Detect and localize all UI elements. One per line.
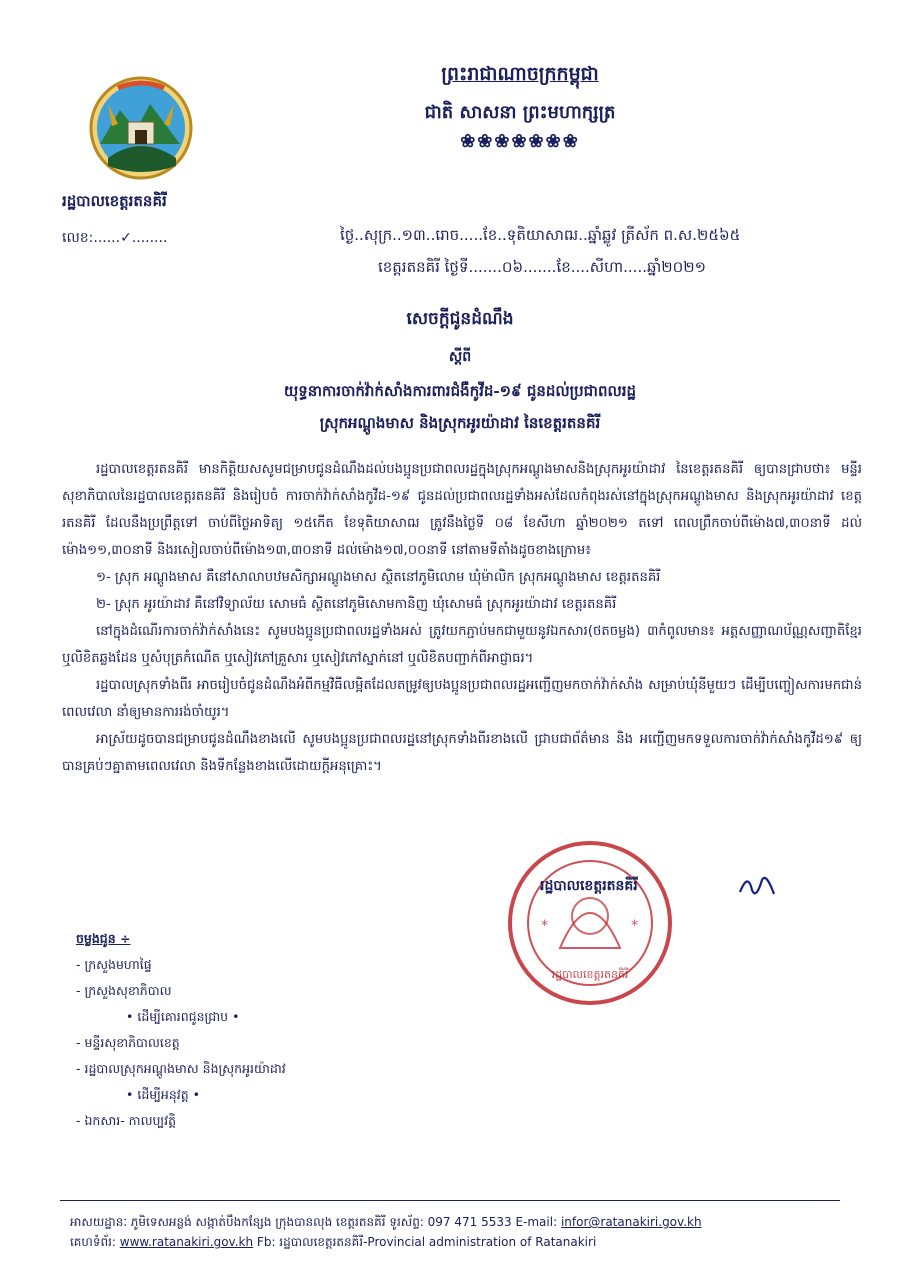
svg-text:*: * bbox=[631, 918, 638, 934]
concerning-label: ស្តីពី bbox=[448, 349, 472, 365]
svg-text:*: * bbox=[541, 918, 548, 934]
footer bbox=[70, 1212, 702, 1252]
stamp-label: រដ្ឋបាលខេត្តរតនគិរី bbox=[551, 968, 629, 981]
body-paragraph-1: រដ្ឋបាលខេត្តរតនគិរី មានកិត្តិយសសូមជម្រាបជូនដំណឹងដល់បងប្អូនប្រជាពលរដ្ឋក្នុងស្រុកអណ្តូងមាសនិងស្រុកអូរយ៉ាដាវ នៃខេត្តរតនគិរី ឲ្យបានជ្រាបថា៖ មន្ទីរសុខាភិបាលនៃរដ្ឋបាលខេត្តរតនគិរី និងរៀបចំ ការចាក់វ៉ាក់សាំងកូវីដ-១៩ ជូនដល់ប្រជាពលរដ្ឋទាំងអស់ដែលកំពុងរស់នៅក្នុងស្រុកអណ្តូងមាស និងស្រុកអូរយ៉ាដាវ ខេត្តរតនគិរី ដែលនឹងប្រព្រឹត្តទៅ ចាប់ពីថ្ងៃអាទិត្យ ១៥កើត ខែទុតិយាសាឍ ត្រូវនឹងថ្ងៃទី ០៨ ខែសីហា ឆ្នាំ២០២១ តទៅ ពេលព្រឹកចាប់ពីម៉ោង៧,៣០នាទី ដល់ម៉ោង១១,៣០នាទី និងរសៀលចាប់ពីម៉ោង១៣,៣០នាទី ដល់ម៉ោង១៧,០០នាទី នៅតាមទីតាំងដូចខាងក្រោម៖ bbox=[62, 462, 862, 558]
cc-note: • ដើម្បីគោរពជូនជ្រាប • bbox=[126, 1009, 240, 1024]
kingdom-header bbox=[300, 62, 740, 152]
cc-item: - ក្រសួងសុខាភិបាល bbox=[76, 983, 172, 998]
solar-date: ខេត្តរតនគិរី ថ្ងៃទី.......០៦.......ខែ....សីហា.....ឆ្នាំ២០២១ bbox=[378, 258, 706, 276]
carbon-copy-list bbox=[76, 926, 286, 1134]
footer-address: អាសយដ្ឋានៈ ភូមិទេសអន្លង់ សង្កាត់បឹងកន្សែង ក្រុងបានលុង ខេត្តរតនគិរី ទូរស័ព្ទ: 097 471 5533 E-mail: bbox=[70, 1215, 558, 1229]
provincial-logo bbox=[88, 74, 194, 182]
header-ornament: ❀❀❀❀❀❀❀ bbox=[460, 131, 580, 152]
footer-divider bbox=[60, 1200, 840, 1201]
subject-line-1: យុទ្ធនាការចាក់វ៉ាក់សាំងការពារជំងឺកូវីដ-១៩ ជូនដល់ប្រជាពលរដ្ឋ bbox=[283, 382, 637, 400]
location-item-2: ២- ស្រុក អូរយ៉ាដាវ គឺនៅវិទ្យាល័យ សោមធំ ស្ថិតនៅភូមិសោមកានិញ ឃុំសោមធំ ស្រុកអូរយ៉ាដាវ ខេត្តរតនគិរី bbox=[96, 597, 617, 612]
cc-item: - មន្ទីរសុខាភិបាលខេត្ត bbox=[76, 1035, 180, 1050]
notice-title-block bbox=[150, 308, 770, 436]
body-paragraph-3: រដ្ឋបាលស្រុកទាំងពីរ អាចរៀបចំជូនដំណឹងអំពីកម្មវិធីលម្អិតដែលតម្រូវឲ្យបងប្អូនប្រជាពលរដ្ឋអញ្ជើញមកចាក់វ៉ាក់សាំង សម្រាប់ឃុំនីមួយៗ ដើម្បីបញ្ចៀសការមកជាន់ពេលវេលា នាំឲ្យមានការរង់ចាំយូរ។ bbox=[62, 678, 862, 720]
issuing-authority: រដ្ឋបាលខេត្តរតនគិរី bbox=[62, 192, 167, 210]
national-motto: ជាតិ សាសនា ព្រះមហាក្សត្រ bbox=[424, 102, 616, 123]
footer-website-link[interactable]: www.ratanakiri.gov.kh bbox=[119, 1235, 254, 1249]
footer-facebook: Fb: រដ្ឋបាលខេត្តរតនគិរី-Provincial administration of Ratanakiri bbox=[256, 1235, 597, 1249]
cc-item: - រដ្ឋបាលស្រុកអណ្តូងមាស និងស្រុកអូរយ៉ាដាវ bbox=[76, 1061, 286, 1076]
notice-body bbox=[62, 456, 862, 780]
cc-item: - ក្រសួងមហាផ្ទៃ bbox=[76, 957, 152, 972]
signer-authority: រដ្ឋបាលខេត្តរតនគិរី bbox=[540, 878, 638, 894]
notice-title: សេចក្តីជូនដំណឹង bbox=[406, 309, 514, 329]
cc-note: • ដើម្បីអនុវត្ត • bbox=[126, 1087, 201, 1102]
reference-number: លេខ:......✓........ bbox=[62, 230, 168, 246]
body-paragraph-4: អាស្រ័យដូចបានជម្រាបជូនដំណឹងខាងលើ សូមបងប្អូនប្រជាពលរដ្ឋនៅស្រុកទាំងពីរខាងលើ ជ្រាបជាព័ត៌មាន និង អញ្ជើញមកទទួលការចាក់វ៉ាក់សាំងកូវីដ១៩ ឲ្យបានគ្រប់ៗគ្នាតាមពេលវេលា និងទីកន្លែងខាងលើដោយក្តីអនុគ្រោះ។ bbox=[62, 732, 862, 774]
footer-email-link[interactable]: infor@ratanakiri.gov.kh bbox=[560, 1215, 702, 1229]
lunar-date: ថ្ងៃ..សុក្រ..១៣..រោច.....ខែ..ទុតិយាសាឍ..ឆ្នាំឆ្លូវ ត្រីស័ក ព.ស.២៥៦៥ bbox=[340, 226, 741, 244]
footer-website-label: គេហទំព័រ: bbox=[70, 1235, 116, 1249]
signature bbox=[738, 870, 778, 906]
kingdom-title: ព្រះរាជាណាចក្រកម្ពុជា bbox=[441, 63, 599, 85]
official-stamp bbox=[505, 838, 675, 1008]
cc-title: ចម្លងជូន ÷ bbox=[76, 931, 131, 946]
body-paragraph-2: នៅក្នុងដំណើរការចាក់វ៉ាក់សាំងនេះ សូមបងប្អូនប្រជាពលរដ្ឋទាំងអស់ ត្រូវយកភ្ជាប់មកជាមួយនូវឯកសារ(ថតចម្លង) ៣កំពូលមាន៖ អត្តសញ្ញាណប័ណ្ណសញ្ជាតិខ្មែរ ឬលិខិតឆ្លងដែន ឬសំបុត្រកំណើត ឬសៀវភៅគ្រួសារ ឬសៀវភៅស្នាក់នៅ ឬលិខិតបញ្ជាក់ពីអាជ្ញាធរ។ bbox=[62, 624, 862, 666]
subject-line-2: ស្រុកអណ្តូងមាស និងស្រុកអូរយ៉ាដាវ នៃខេត្តរតនគិរី bbox=[319, 414, 601, 432]
location-item-1: ១- ស្រុក អណ្តូងមាស គឺនៅសាលាបឋមសិក្សាអណ្តូងមាស ស្ថិតនៅភូមិលោម ឃុំម៉ាលិក ស្រុកអណ្តូងមាស ខេត្តរតនគិរី bbox=[96, 570, 661, 585]
cc-item: - ឯកសារ- កាលប្បវត្តិ bbox=[76, 1113, 177, 1128]
